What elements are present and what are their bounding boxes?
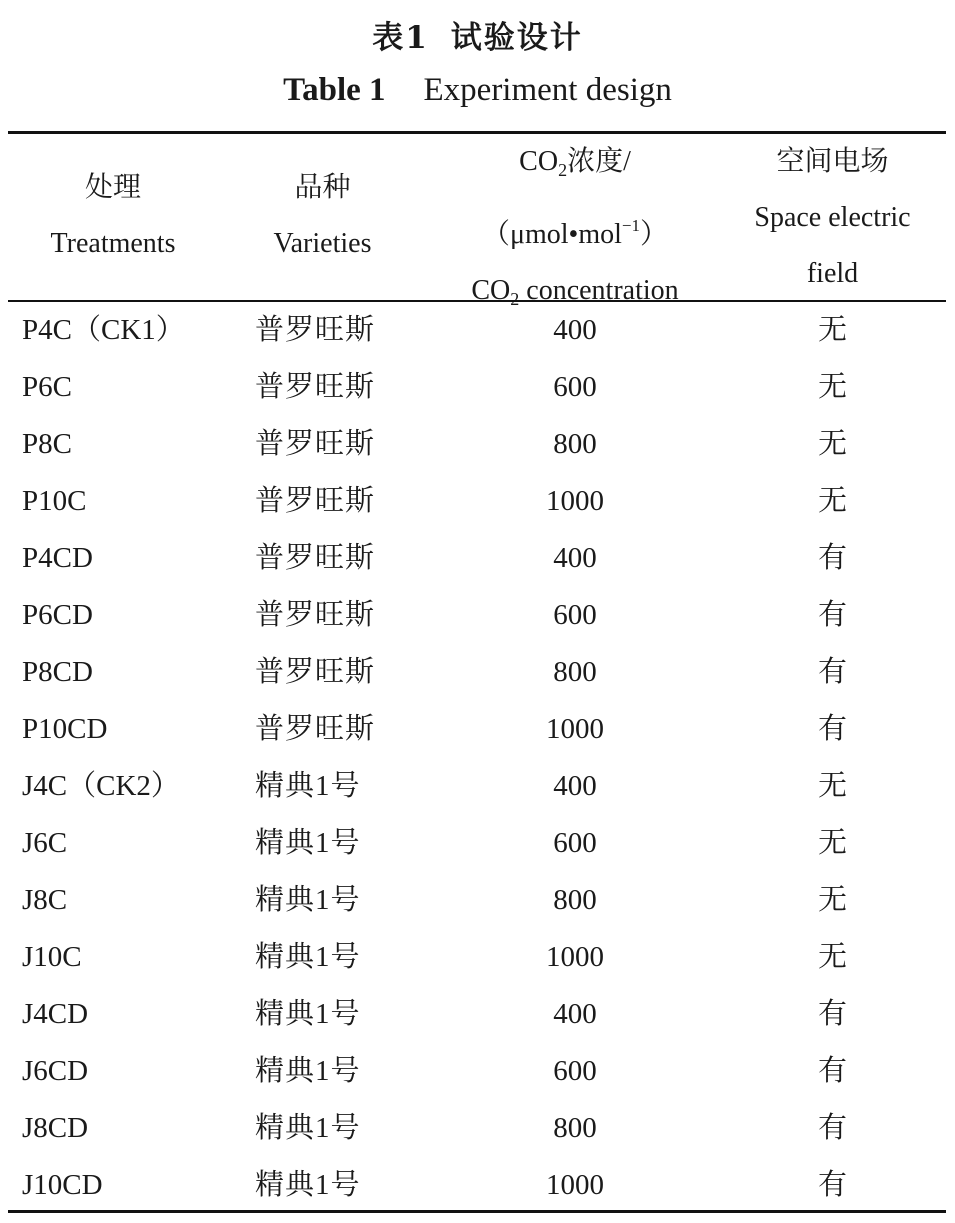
cell-co2: 1000 bbox=[546, 713, 604, 745]
cell-field: 无 bbox=[817, 884, 847, 916]
cell-treatment: J10CD bbox=[22, 1169, 103, 1201]
table-body bbox=[0, 302, 955, 1214]
table-row bbox=[0, 530, 955, 587]
table-row bbox=[0, 701, 955, 758]
header-treatments-cn: 处理 bbox=[84, 172, 141, 203]
cell-variety: 普罗旺斯 bbox=[255, 656, 376, 688]
cell-variety: 普罗旺斯 bbox=[255, 371, 376, 403]
cell-field: 无 bbox=[817, 770, 847, 802]
table-title-cn bbox=[0, 12, 955, 57]
table-bottom-rule bbox=[8, 1210, 946, 1213]
cell-field: 有 bbox=[817, 713, 847, 745]
cell-variety: 精典1号 bbox=[255, 1169, 361, 1201]
cell-field: 无 bbox=[817, 827, 847, 859]
table-row bbox=[0, 986, 955, 1043]
table-row bbox=[0, 758, 955, 815]
cell-co2: 800 bbox=[553, 656, 597, 688]
cell-variety: 普罗旺斯 bbox=[255, 542, 376, 574]
table-caption-en: Experiment design bbox=[423, 72, 672, 108]
table-label-cn: 表1 bbox=[372, 20, 429, 56]
cell-treatment: J8CD bbox=[22, 1112, 89, 1144]
header-co2-cn: $CO_2$浓度/ bbox=[519, 146, 631, 180]
table-row bbox=[0, 359, 955, 416]
table-row bbox=[0, 1043, 955, 1100]
cell-treatment: P6CD bbox=[22, 599, 93, 631]
cell-treatment: P10C bbox=[22, 485, 87, 517]
header-co2-unit: （μmol•mol$^{-1}$） bbox=[481, 216, 669, 250]
cell-treatment: P6C bbox=[22, 371, 72, 403]
cell-co2: 600 bbox=[553, 827, 597, 859]
cell-variety: 精典1号 bbox=[255, 827, 361, 859]
cell-treatment: P10CD bbox=[22, 713, 108, 745]
table-label-en: Table 1 bbox=[283, 72, 386, 108]
cell-co2: 800 bbox=[553, 884, 597, 916]
cell-variety: 普罗旺斯 bbox=[255, 314, 376, 346]
cell-field: 无 bbox=[817, 941, 847, 973]
cell-co2: 400 bbox=[553, 770, 597, 802]
cell-co2: 600 bbox=[553, 371, 597, 403]
header-treatments-en: Treatments bbox=[50, 228, 176, 259]
cell-co2: 1000 bbox=[546, 485, 604, 517]
cell-treatment: J6C bbox=[22, 827, 68, 859]
cell-field: 无 bbox=[817, 428, 847, 460]
cell-field: 有 bbox=[817, 656, 847, 688]
cell-field: 有 bbox=[817, 1055, 847, 1087]
table-row bbox=[0, 473, 955, 530]
table-row bbox=[0, 815, 955, 872]
header-varieties bbox=[235, 160, 410, 272]
cell-variety: 普罗旺斯 bbox=[255, 428, 376, 460]
cell-co2: 800 bbox=[553, 428, 597, 460]
table-title-en bbox=[0, 72, 955, 109]
cell-treatment: J10C bbox=[22, 941, 82, 973]
cell-treatment: P4CD bbox=[22, 542, 93, 574]
header-treatments bbox=[18, 160, 208, 272]
header-field bbox=[725, 134, 940, 302]
cell-variety: 普罗旺斯 bbox=[255, 599, 376, 631]
cell-treatment: J6CD bbox=[22, 1055, 89, 1087]
cell-co2: 400 bbox=[553, 542, 597, 574]
cell-variety: 普罗旺斯 bbox=[255, 485, 376, 517]
cell-variety: 精典1号 bbox=[255, 884, 361, 916]
cell-co2: 600 bbox=[553, 599, 597, 631]
cell-co2: 400 bbox=[553, 998, 597, 1030]
header-field-cn: 空间电场 bbox=[776, 146, 889, 177]
cell-field: 有 bbox=[817, 542, 847, 574]
header-co2-en: $CO_2$ concentration bbox=[471, 275, 679, 309]
cell-variety: 精典1号 bbox=[255, 770, 361, 802]
cell-treatment: J4C（CK2） bbox=[22, 770, 180, 802]
table-row bbox=[0, 1100, 955, 1157]
cell-field: 无 bbox=[817, 485, 847, 517]
cell-field: 无 bbox=[817, 371, 847, 403]
table-row bbox=[0, 872, 955, 929]
cell-variety: 精典1号 bbox=[255, 941, 361, 973]
cell-variety: 精典1号 bbox=[255, 998, 361, 1030]
cell-co2: 800 bbox=[553, 1112, 597, 1144]
table-row bbox=[0, 302, 955, 359]
cell-field: 有 bbox=[817, 1112, 847, 1144]
header-varieties-cn: 品种 bbox=[294, 172, 351, 203]
cell-co2: 400 bbox=[553, 314, 597, 346]
cell-field: 无 bbox=[817, 314, 847, 346]
cell-co2: 600 bbox=[553, 1055, 597, 1087]
table-row bbox=[0, 1157, 955, 1214]
table-row bbox=[0, 416, 955, 473]
cell-variety: 精典1号 bbox=[255, 1055, 361, 1087]
header-field-en-2: field bbox=[806, 258, 859, 289]
cell-variety: 精典1号 bbox=[255, 1112, 361, 1144]
cell-field: 有 bbox=[817, 1169, 847, 1201]
cell-treatment: J4CD bbox=[22, 998, 89, 1030]
cell-field: 有 bbox=[817, 599, 847, 631]
cell-co2: 1000 bbox=[546, 1169, 604, 1201]
header-varieties-en: Varieties bbox=[273, 228, 372, 259]
cell-co2: 1000 bbox=[546, 941, 604, 973]
table-caption-cn: 试验设计 bbox=[450, 20, 583, 56]
header-field-en-1: Space electric bbox=[754, 202, 911, 233]
table-row bbox=[0, 587, 955, 644]
table-row bbox=[0, 929, 955, 986]
cell-variety: 普罗旺斯 bbox=[255, 713, 376, 745]
header-co2 bbox=[430, 134, 720, 327]
cell-treatment: P4C（CK1） bbox=[22, 314, 185, 346]
cell-treatment: P8CD bbox=[22, 656, 93, 688]
cell-treatment: P8C bbox=[22, 428, 72, 460]
cell-treatment: J8C bbox=[22, 884, 68, 916]
cell-field: 有 bbox=[817, 998, 847, 1030]
table-row bbox=[0, 644, 955, 701]
